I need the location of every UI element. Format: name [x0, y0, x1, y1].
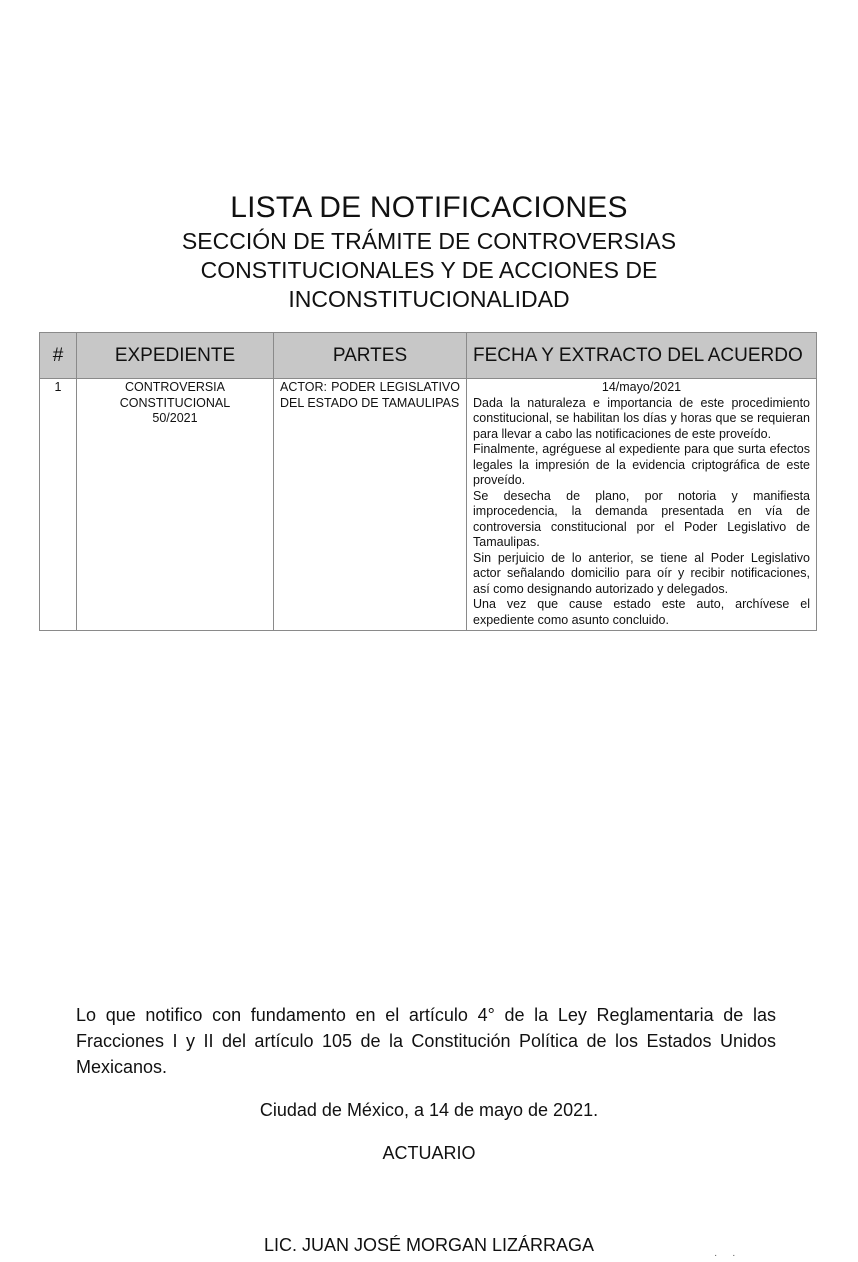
subtitle-line: INCONSTITUCIONALIDAD: [288, 286, 570, 312]
extracto-paragraph: Dada la naturaleza e importancia de este procedimiento constitucional, se habilitan los días y horas que se requieran para llevar a cabo las notificaciones de este proveído.: [473, 395, 810, 441]
extracto-paragraph: Finalmente, agréguese al expediente para que surta efectos legales la impresión de la evidencia criptográfica de este proveído.: [473, 442, 810, 487]
column-header-fecha-extracto: FECHA Y EXTRACTO DEL ACUERDO: [467, 333, 817, 379]
extracto-paragraph: Una vez que cause estado este auto, archívese el expediente como asunto concluido.: [473, 597, 810, 627]
expediente-line: 50/2021: [152, 411, 198, 425]
row-number: 1: [40, 379, 77, 631]
document-subtitle: [0, 227, 858, 314]
column-header-expediente: EXPEDIENTE: [77, 333, 274, 379]
column-header-partes: PARTES: [274, 333, 467, 379]
extracto-paragraph: Se desecha de plano, por notoria y manifiesta improcedencia, la demanda presentada en vía de controversia constitucional por el Poder Legislativo de Tamaulipas.: [473, 488, 810, 549]
acuerdo-date: 14/mayo/2021: [601, 380, 682, 394]
row-expediente: [77, 379, 274, 631]
notifications-table: [39, 332, 817, 631]
subtitle-line: SECCIÓN DE TRÁMITE DE CONTROVERSIAS: [181, 228, 677, 254]
legal-basis-paragraph: Lo que notifico con fundamento en el artículo 4° de la Ley Reglamentaria de las Fracciones I y II del artículo 105 de la Constitución Política de los Estados Unidos Mexicanos.: [76, 1005, 776, 1077]
extracto-paragraph: Sin perjuicio de lo anterior, se tiene al Poder Legislativo actor señalando domicilio para oír y recibir notificaciones, así como designando autorizado y delegados.: [473, 550, 810, 596]
row-partes: ACTOR: PODER LEGISLATIVO DEL ESTADO DE TAMAULIPAS: [274, 379, 467, 631]
signer-name: LIC. JUAN JOSÉ MORGAN LIZÁRRAGA: [263, 1235, 595, 1255]
expediente-line: CONTROVERSIA: [124, 380, 225, 394]
table-row: [40, 379, 817, 631]
expediente-line: CONSTITUCIONAL: [119, 395, 231, 410]
document-title: LISTA DE NOTIFICACIONES: [230, 191, 628, 224]
table-header-row: [40, 333, 817, 379]
row-extracto: [467, 379, 817, 631]
subtitle-line: CONSTITUCIONALES Y DE ACCIONES DE: [200, 257, 658, 283]
city-date: Ciudad de México, a 14 de mayo de 2021.: [259, 1100, 599, 1120]
scan-marks: · ·: [714, 1250, 742, 1261]
column-header-number: #: [40, 333, 77, 379]
signer-role: ACTUARIO: [382, 1143, 476, 1163]
